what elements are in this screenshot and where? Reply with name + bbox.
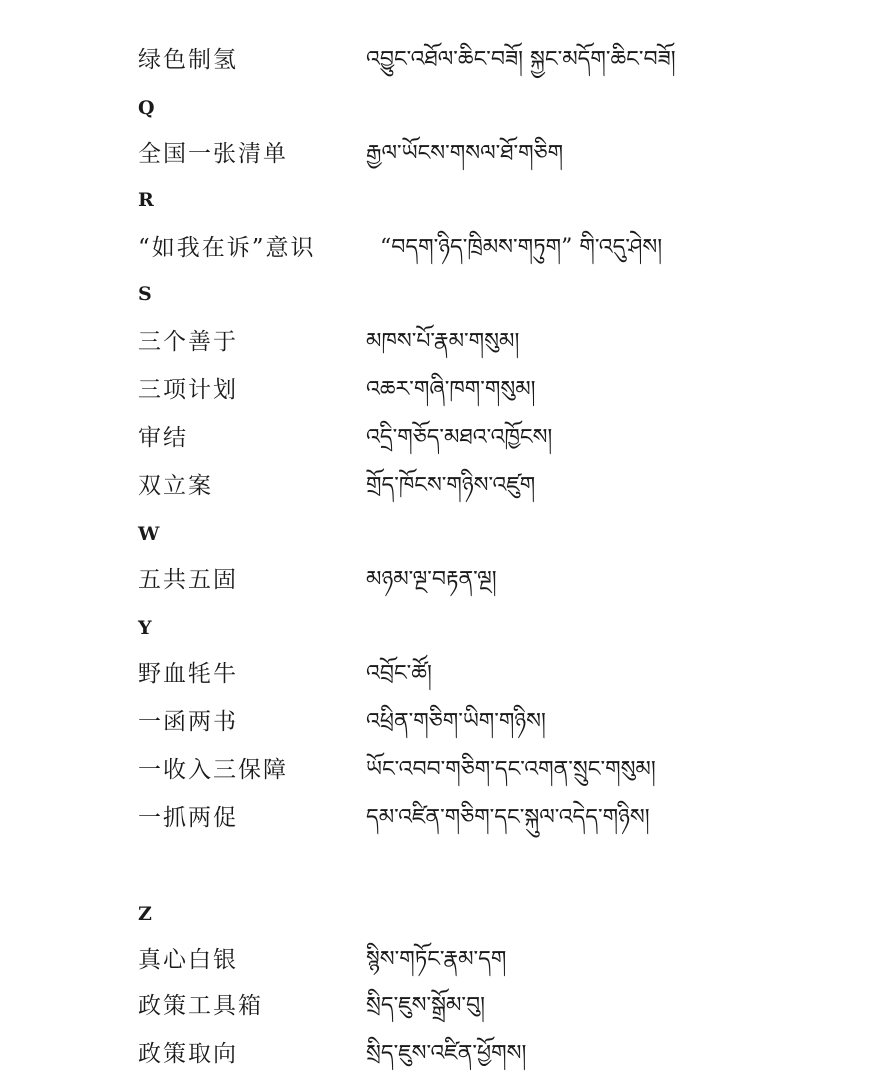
section-letter: S	[138, 283, 152, 305]
chinese-term: 政策取向	[138, 1041, 238, 1067]
glossary-entry	[0, 986, 880, 1026]
chinese-term: 一收入三保障	[138, 757, 288, 783]
tibetan-term: སྲིད་ཇུས་སྒྲོམ་བུ།	[366, 993, 485, 1018]
glossary-entry	[0, 1034, 880, 1074]
chinese-term: 三项计划	[138, 377, 238, 403]
tibetan-term: འདྲི་གཅོད་མཐའ་འཁྱོངས།	[366, 425, 553, 450]
chinese-term: 全国一张清单	[138, 141, 288, 167]
tibetan-term: སྲིད་ཇུས་འཛིན་ཕྱོགས།	[366, 1041, 527, 1066]
section-letter: Z	[138, 903, 152, 925]
chinese-term: 政策工具箱	[138, 993, 263, 1019]
chinese-term: 三个善于	[138, 329, 238, 355]
glossary-entry	[0, 750, 880, 790]
chinese-term: 一抓两促	[138, 805, 238, 831]
chinese-term: 真心白银	[138, 947, 238, 973]
glossary-entry	[0, 560, 880, 600]
glossary-entry	[0, 702, 880, 742]
glossary-entry	[0, 228, 880, 268]
tibetan-term: མཁས་པོ་རྣམ་གསུམ།	[366, 329, 520, 354]
tibetan-term: འཕྲིན་གཅིག་ཡིག་གཉིས།	[366, 709, 546, 734]
chinese-term: “如我在诉”意识	[138, 235, 316, 261]
section-letter: R	[138, 189, 154, 211]
glossary-entry	[0, 322, 880, 362]
tibetan-term: གྲོད་ཁོངས་གཉིས་འཛུག	[366, 473, 536, 498]
tibetan-term: འབྱུང་འཐོལ་ཆིང་བཟོ། སྐྱང་མདོག་ཆིང་བཟོ།	[366, 47, 676, 72]
chinese-term: 绿色制氢	[138, 47, 238, 73]
tibetan-term: རྒྱལ་ཡོངས་གསལ་ཐོ་གཅིག	[366, 141, 564, 166]
tibetan-term: “བདག་ཉིད་ཁྲིམས་གཏུག” གི་འདུ་ཤེས།	[380, 235, 663, 260]
tibetan-term: སྙིས་གཏོང་རྣམ་དག	[366, 947, 507, 972]
tibetan-term: འཆར་གཞི་ཁག་གསུམ།	[366, 377, 536, 402]
glossary-entry	[0, 134, 880, 174]
tibetan-term: མཉམ་ལྔ་བརྟན་ལྔ།	[366, 567, 497, 592]
chinese-term: 一函两书	[138, 709, 238, 735]
glossary-entry	[0, 940, 880, 980]
tibetan-term: ཡོང་འབབ་གཅིག་དང་འགན་སྲུང་གསུམ།	[366, 757, 656, 782]
section-letter: Q	[138, 97, 155, 119]
chinese-term: 五共五固	[138, 567, 238, 593]
glossary-entry	[0, 466, 880, 506]
chinese-term: 野血牦牛	[138, 661, 238, 687]
section-letter: Y	[138, 617, 152, 639]
glossary-entry	[0, 418, 880, 458]
glossary-entry	[0, 798, 880, 838]
chinese-term: 双立案	[138, 473, 213, 499]
section-letter: W	[138, 523, 160, 545]
glossary-entry	[0, 40, 880, 80]
tibetan-term: འབྲོང་ཚོ།	[366, 661, 432, 686]
chinese-term: 审结	[138, 425, 188, 451]
glossary-entry	[0, 370, 880, 410]
glossary-entry	[0, 654, 880, 694]
tibetan-term: དམ་འཛིན་གཅིག་དང་སྐུལ་འདེད་གཉིས།	[366, 805, 650, 830]
